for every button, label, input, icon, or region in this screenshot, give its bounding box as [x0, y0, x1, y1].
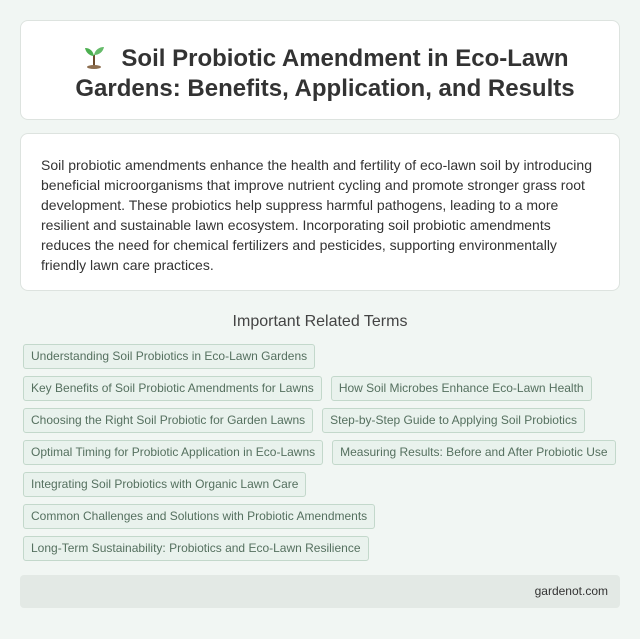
related-term-tag[interactable]: Optimal Timing for Probiotic Application in Eco-Lawns [23, 440, 323, 465]
related-term-tag[interactable]: Integrating Soil Probiotics with Organic Lawn Care [23, 472, 306, 497]
related-term-tag[interactable]: Long-Term Sustainability: Probiotics and Eco-Lawn Resilience [23, 536, 369, 561]
related-terms-list [23, 344, 623, 568]
related-term-tag[interactable]: Step-by-Step Guide to Applying Soil Probiotics [322, 408, 585, 433]
footer [20, 575, 620, 608]
related-term-tag[interactable]: Measuring Results: Before and After Probiotic Use [332, 440, 615, 465]
page-title [61, 43, 589, 104]
related-term-tag[interactable]: Common Challenges and Solutions with Probiotic Amendments [23, 504, 375, 529]
intro-paragraph: Soil probiotic amendments enhance the health and fertility of eco-lawn soil by introducing beneficial microorganisms that improve nutrient cycling and promote stronger grass root development. These probiotics help suppress harmful pathogens, leading to a more resilient and sustainable lawn ecosystem. Incorporating soil probiotic amendments reduces the need for chemical fertilizers and pesticides, supporting environmentally friendly lawn care practices. [41, 157, 592, 273]
related-term-tag[interactable]: How Soil Microbes Enhance Eco-Lawn Health [331, 376, 592, 401]
intro-card [20, 133, 620, 291]
page-title-text: Soil Probiotic Amendment in Eco-Lawn Gardens: Benefits, Application, and Results [75, 45, 575, 102]
related-term-tag[interactable]: Key Benefits of Soil Probiotic Amendments for Lawns [23, 376, 322, 401]
sprout-icon [81, 43, 107, 69]
related-term-tag[interactable]: Choosing the Right Soil Probiotic for Garden Lawns [23, 408, 313, 433]
footer-site-link[interactable]: gardenot.com [534, 584, 608, 598]
header-card [20, 20, 620, 120]
related-term-tag[interactable]: Understanding Soil Probiotics in Eco-Lawn Gardens [23, 344, 315, 369]
related-terms-heading: Important Related Terms [232, 313, 408, 330]
